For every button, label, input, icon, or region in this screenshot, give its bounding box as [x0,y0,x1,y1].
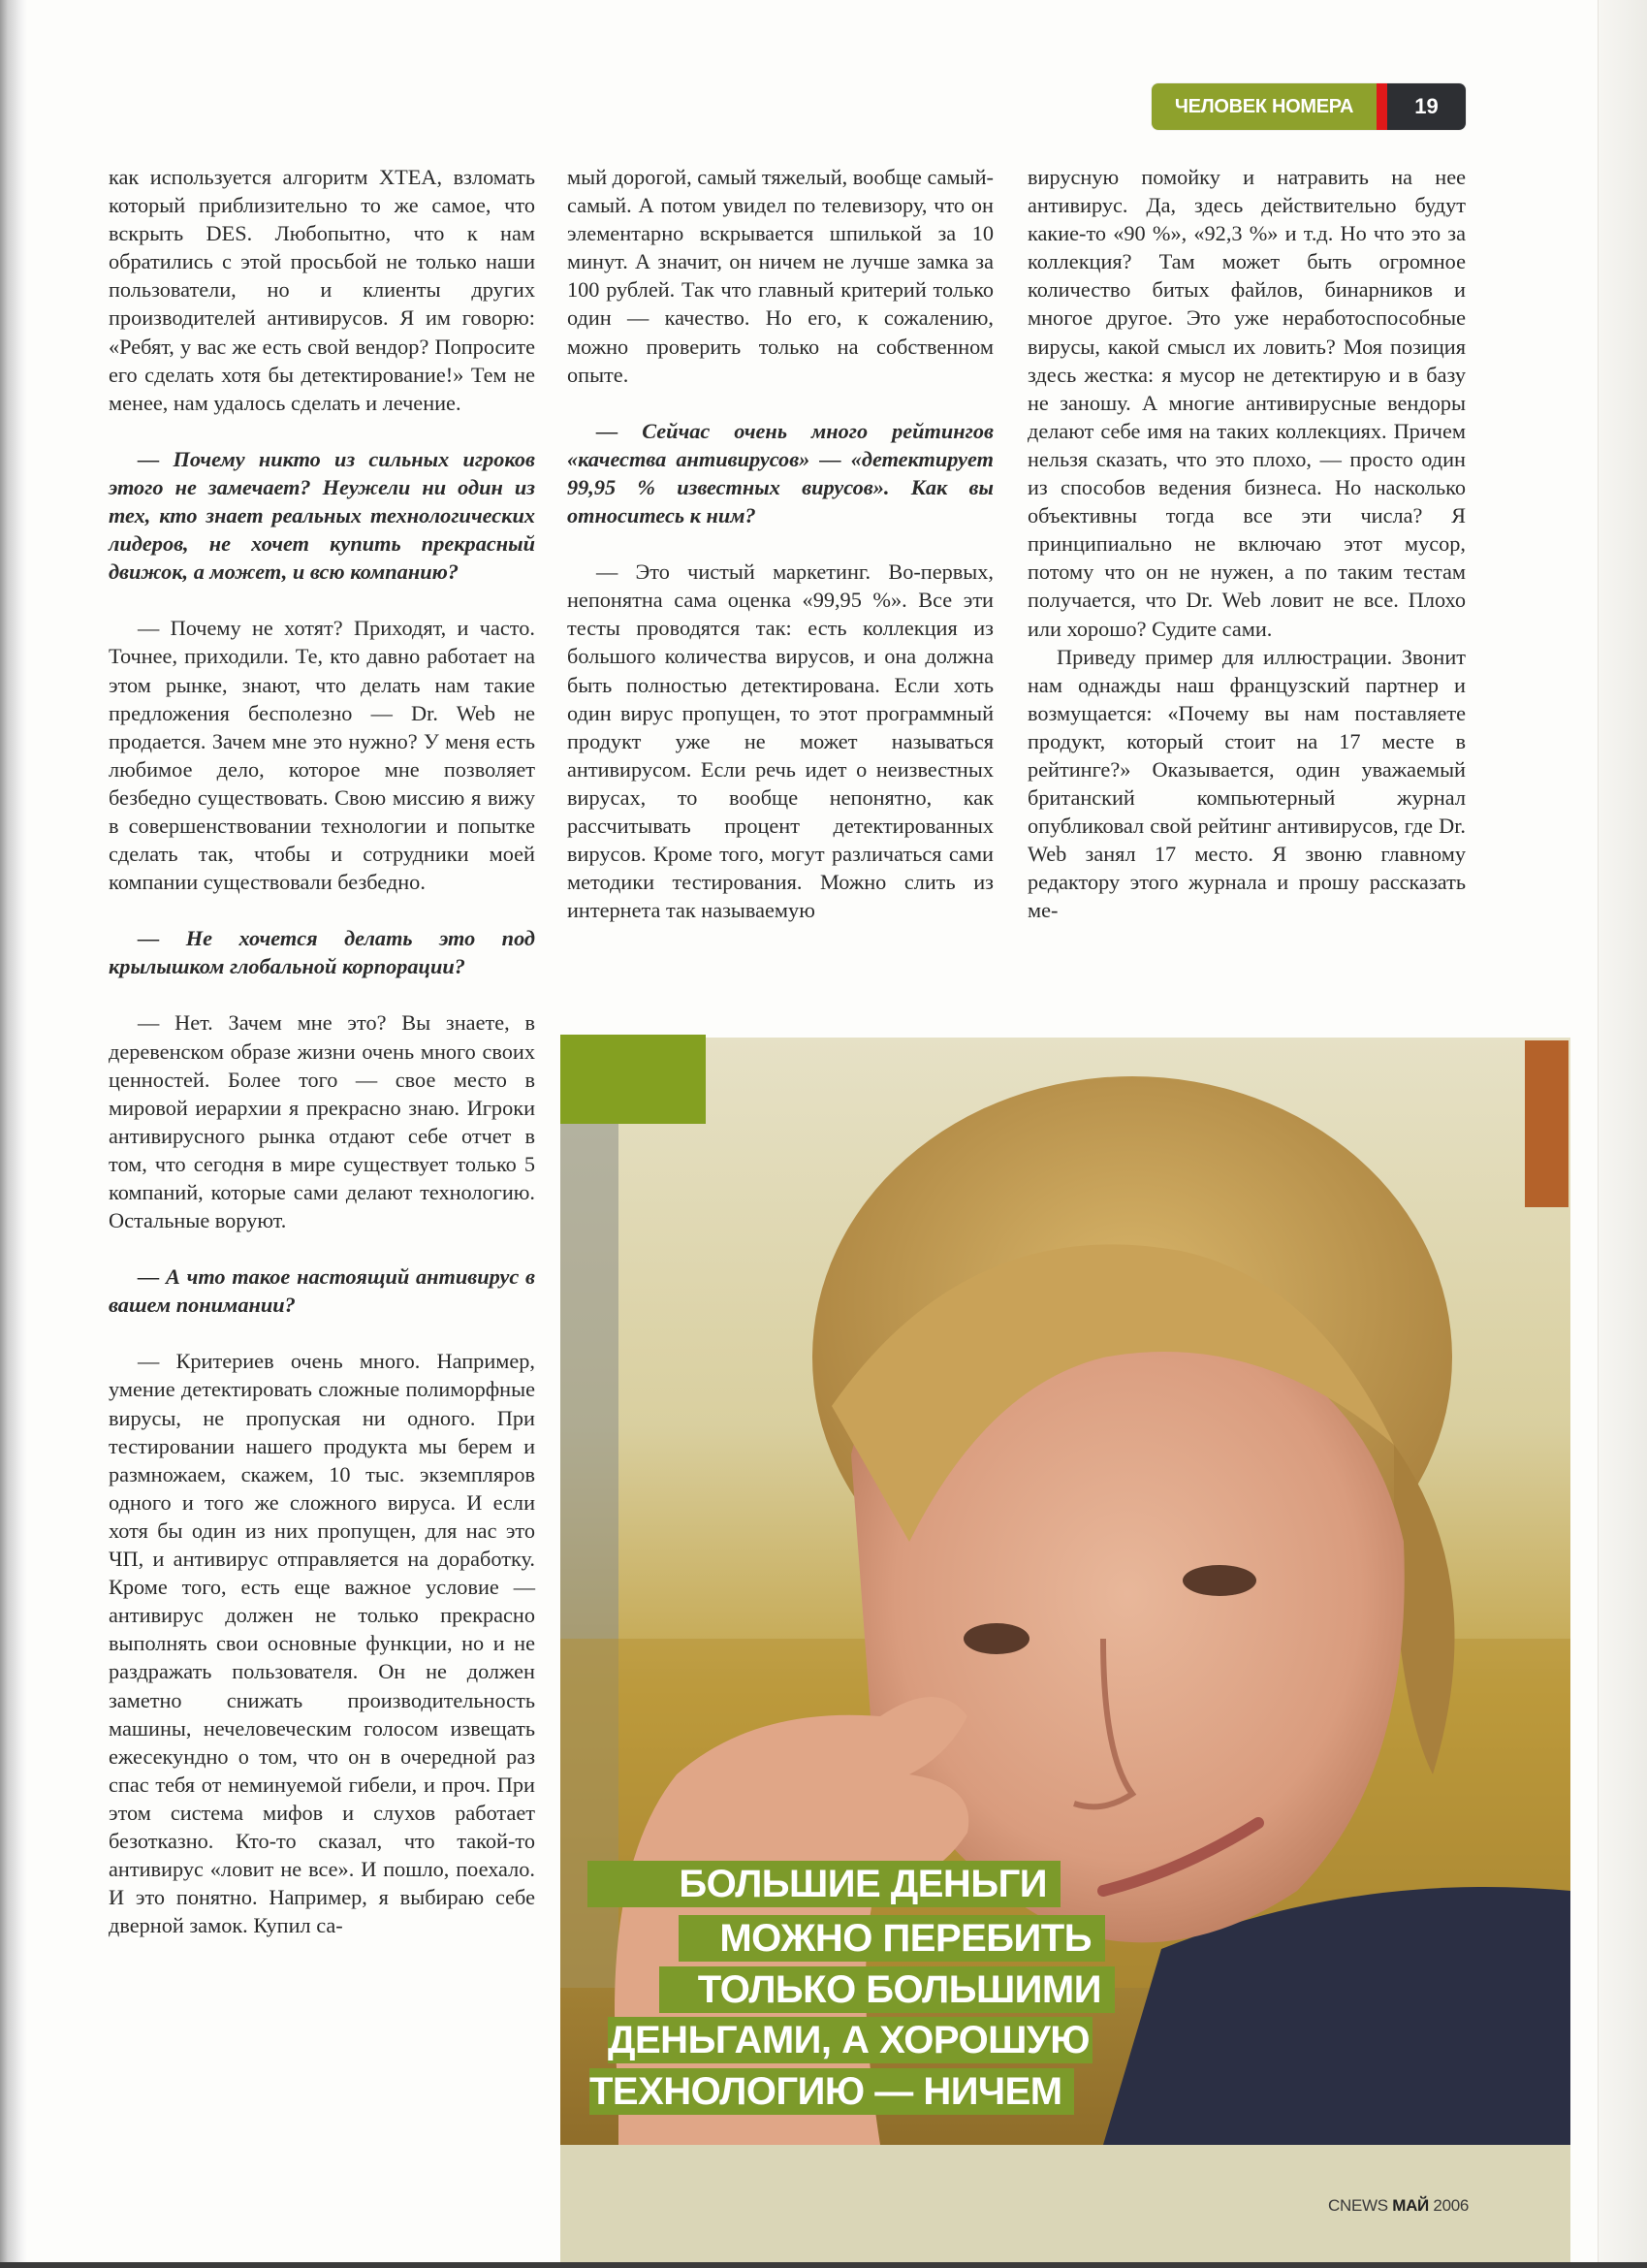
article-column-2 [567,163,994,924]
magazine-name: CNEWS [1328,2196,1388,2215]
paragraph: как используется алгоритм XTEA, взломать который приблизительно то же самое, что вскрыть DES. Любопытно, что к нам обратились с этой просьбой не только наши пользователи, но и клиенты других производителей антивирусов. Я им говорю: «Ребят, у вас же есть свой вендор? Попросите его сделать хотя бы детектирование!» Тем не менее, нам удалось сделать и лечение. [109,165,535,415]
article-column-1 [109,163,535,1939]
section-separator [1377,83,1387,130]
paragraph: вирусную помойку и натравить на нее антивирус. Да, здесь действительно будут какие-то «90 %», «92,3 %» и т.д. Но что это за коллекция? Там может быть огромное количество битых файлов, бинарников и многое другое. Это уже неработоспособные вирусы, какой смысл их ловить? Моя позиция здесь жестка: я мусор не детектирую и в базу не заношу. А многие антивирусные вендоры делают себе имя на таких коллекциях. Причем нельзя сказать, что это плохо, — просто один из способов ведения бизнеса. Но насколько объективны тогда все эти числа? Я принципиально не включаю этот мусор, потому что он не нужен, а по таким тестам получается, что Dr. Web ловит не все. Плохо или хорошо? Судите сами. [1028,165,1466,641]
interview-question: — А что такое настоящий антивирус в вашем понимании? [109,1264,535,1318]
page-bottom-edge [0,2262,1647,2268]
photo-left-eye [964,1623,1029,1654]
magazine-footer [1328,2196,1469,2216]
decorative-orange-bar [1525,1040,1568,1207]
interview-answer: — Почему не хотят? Приходят, и часто. Точнее, приходили. Те, кто давно работает на этом рынке, знают, что делать нам такие предложения бесполезно — Dr. Web не продается. Зачем мне это нужно? У меня есть любимое дело, которое мне позволяет безбедно существовать. Свою миссию я вижу в совершенствовании технологии и попытке сделать так, чтобы и сотрудники моей компании существовали безбедно. [109,616,535,895]
interview-question: — Почему никто из сильных игроков этого не замечает? Неужели ни один из тех, кто знает реальных технологических лидеров, не хочет купить прекрасный движок, а может, и всю компанию? [109,446,535,585]
paragraph: мый дорогой, самый тяжелый, вообще самый-самый. А потом увидел по телевизору, что он элементарно вскрывается шпилькой за 10 минут. А значит, он ничем не лучше замка за 100 рублей. Так что главный критерий только один — качество. Но его, к сожалению, можно проверить только на собственном опыте. [567,165,994,387]
interview-question: — Сейчас очень много рейтингов «качества антивирусов» — «детектирует 99,95 % известных вирусов». Как вы относитесь к ним? [567,418,994,528]
interview-answer: — Это чистый маркетинг. Во-первых, непонятна сама оценка «99,95 %». Все эти тесты проводятся так: есть коллекция из большого количества вирусов, и она должна быть полностью детектирована. Если хоть один вирус пропущен, то этот программный продукт уже не может называться антивирусом. Если речь идет о неизвестных вирусах, то вообще непонятно, как рассчитывать процент детектированных вирусов. Кроме того, могут различаться сами методики тестирования. Можно слить из интернета так называемую [567,559,994,923]
interview-question: — Не хочется делать это под крылышком глобальной корпорации? [109,926,535,979]
pull-quote-line: БОЛЬШИЕ ДЕНЬГИ [587,1861,1061,1907]
interview-answer: — Нет. Зачем мне это? Вы знаете, в деревенском образе жизни очень много своих ценностей. Более того — свое место в мировой иерархии я прекрасно знаю. Игроки антивирусного рынка отдают себе отчет в том, что сегодня в мире существует только 5 компаний, которые сами делают технологию. Остальные воруют. [109,1010,535,1233]
page-binding-edge [0,0,27,2268]
pull-quote-line: МОЖНО ПЕРЕБИТЬ [679,1915,1105,1962]
page-number: 19 [1387,83,1466,130]
pull-quote-line: ТОЛЬКО БОЛЬШИМИ [659,1966,1115,2013]
interview-answer: — Критериев очень много. Например, умение детектировать сложные полиморфные вирусы, не пропуская ни одного. При тестировании нашего продукта мы берем и размножаем, скажем, 10 тыс. экземпляров одного и того же сложного вируса. И если хотя бы один из них пропущен, для нас это ЧП, и антивирус отправляется на доработку. Кроме того, есть еще важное условие — антивирус должен не только прекрасно выполнять свои основные функции, но и не раздражать пользователя. Он не должен заметно снижать производительность машины, нечеловеческим голосом извещать ежесекундно о том, что он в очередной раз спас тебя от неминуемой гибели, и проч. При этом система мифов и слухов работает безотказно. Кто-то сказал, что такой-то антивирус «ловит не все». И пошло, поехало. И это понятно. Например, я выбираю себе дверной замок. Купил са- [109,1349,535,1938]
section-header-tab [1152,83,1466,130]
pull-quote-line: ДЕНЬГАМИ, А ХОРОШУЮ [608,2017,1093,2063]
article-column-3 [1028,163,1466,925]
pull-quote-line: ТЕХНОЛОГИЮ — НИЧЕМ [589,2068,1074,2115]
section-label: ЧЕЛОВЕК НОМЕРА [1152,83,1377,130]
issue-year: 2006 [1433,2196,1470,2215]
paragraph: Приведу пример для иллюстрации. Звонит нам однажды наш французский партнер и возмущается: «Почему вы нам поставляете продукт, который стоит на 17 месте в рейтинге?» Оказывается, один уважаемый британский компьютерный журнал опубликовал свой рейтинг антивирусов, где Dr. Web занял 17 место. Я звоню главному редактору этого журнала и прошу рассказать ме- [1028,644,1466,923]
photo-right-eye [1183,1565,1256,1596]
decorative-green-block [560,1035,706,1124]
page-right-margin [1598,0,1647,2268]
issue-month: МАЙ [1392,2196,1429,2215]
